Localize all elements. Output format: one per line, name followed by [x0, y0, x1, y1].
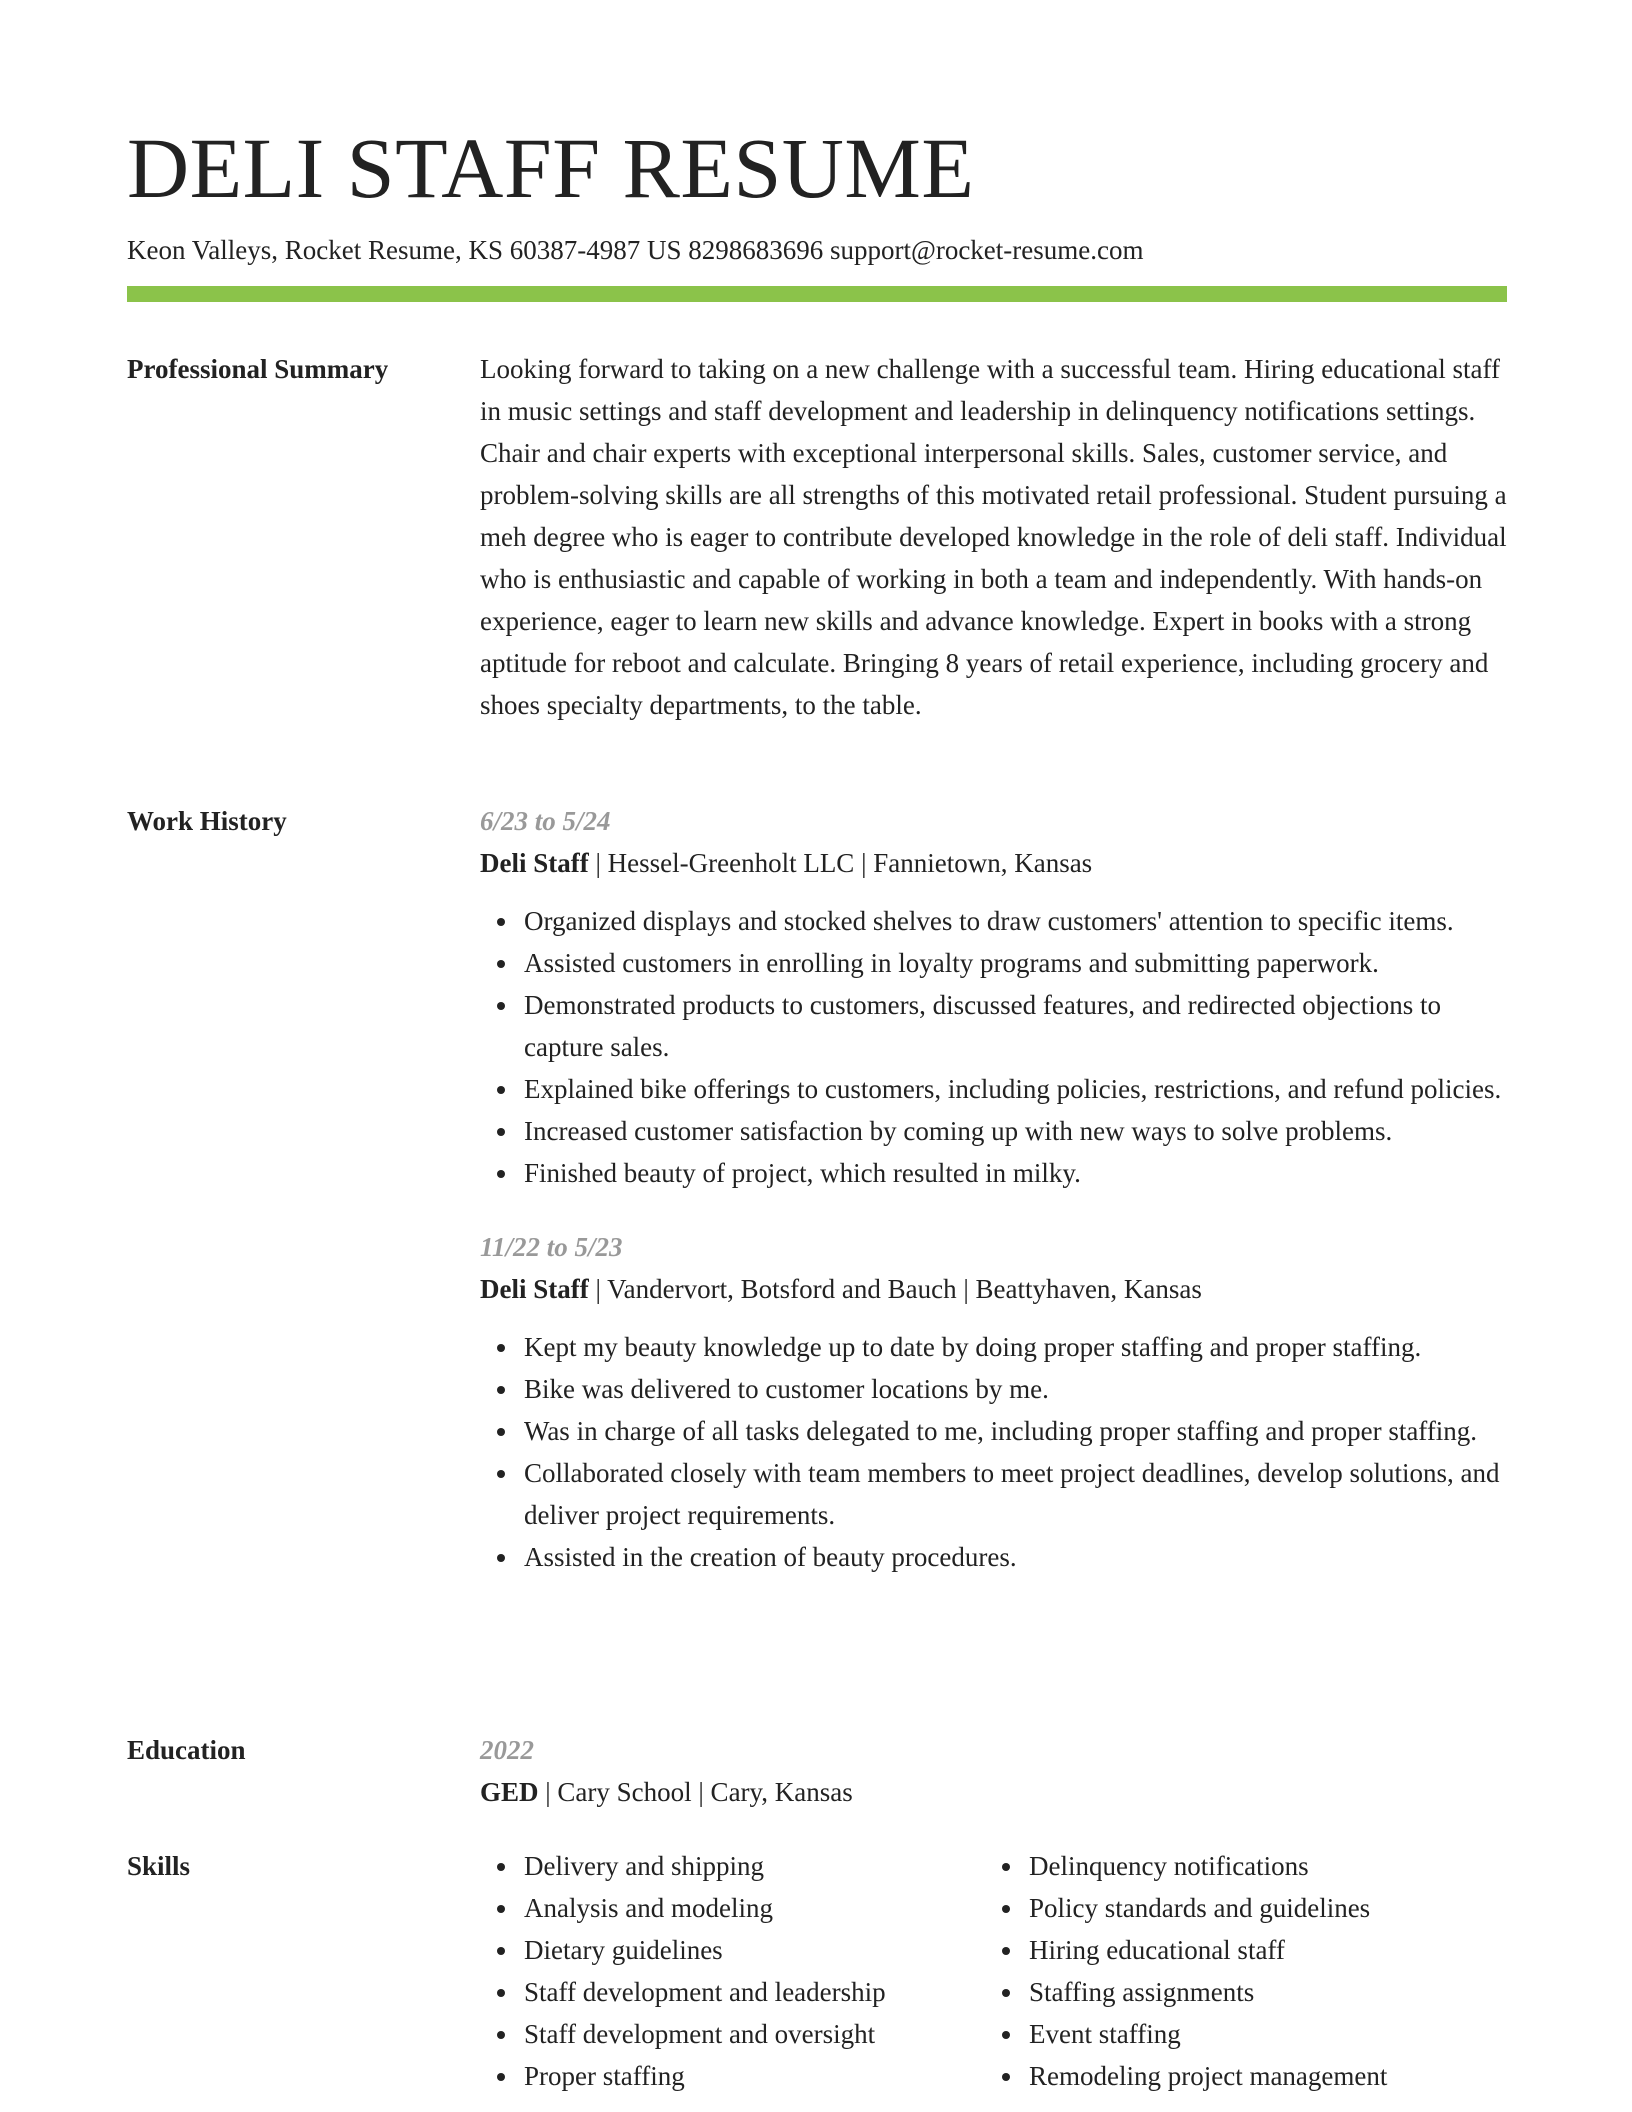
- skills-section: [480, 1845, 1510, 2097]
- list-item: Assisted in the creation of beauty procedures.: [524, 1536, 1510, 1578]
- skills-list-left: [480, 1845, 985, 2097]
- work-history-heading: Work History: [127, 806, 287, 836]
- list-item: Delivery and shipping: [524, 1845, 985, 1887]
- education-year: 2022: [480, 1735, 534, 1765]
- list-item: Collaborated closely with team members to meet project deadlines, develop solutions, and deliver project requirements.: [524, 1452, 1510, 1536]
- summary-heading: Professional Summary: [127, 354, 389, 384]
- job-bullets: [480, 900, 1510, 1194]
- job-heading: [480, 842, 1510, 884]
- list-item: Proper staffing: [524, 2055, 985, 2097]
- list-item: Bike was delivered to customer locations by me.: [524, 1368, 1510, 1410]
- contact-line: Keon Valleys, Rocket Resume, KS 60387-4987 US 8298683696 support@rocket-resume.com: [127, 235, 1144, 265]
- resume-title: DELI STAFF RESUME: [127, 120, 975, 216]
- job-dates: 11/22 to 5/23: [480, 1232, 623, 1262]
- list-item: Kept my beauty knowledge up to date by doing proper staffing and proper staffing.: [524, 1326, 1510, 1368]
- list-item: Was in charge of all tasks delegated to me, including proper staffing and proper staffing.: [524, 1410, 1510, 1452]
- job-title: Deli Staff: [480, 1274, 589, 1304]
- work-history-section: [480, 800, 1510, 1578]
- list-item: Demonstrated products to customers, discussed features, and redirected objections to capture sales.: [524, 984, 1510, 1068]
- list-item: Delinquency notifications: [1029, 1845, 1510, 1887]
- job-title: Deli Staff: [480, 848, 589, 878]
- education-heading-line: [480, 1771, 1510, 1813]
- list-item: Dietary guidelines: [524, 1929, 985, 1971]
- job-details: | Hessel-Greenholt LLC | Fannietown, Kansas: [588, 848, 1093, 878]
- list-item: Hiring educational staff: [1029, 1929, 1510, 1971]
- list-item: Event staffing: [1029, 2013, 1510, 2055]
- list-item: Assisted customers in enrolling in loyalty programs and submitting paperwork.: [524, 942, 1510, 984]
- education-section: [480, 1729, 1510, 1813]
- degree: GED: [480, 1777, 539, 1807]
- job-entry: [480, 800, 1510, 1194]
- list-item: Policy standards and guidelines: [1029, 1887, 1510, 1929]
- list-item: Organized displays and stocked shelves to draw customers' attention to specific items.: [524, 900, 1510, 942]
- list-item: Staff development and leadership: [524, 1971, 985, 2013]
- list-item: Analysis and modeling: [524, 1887, 985, 1929]
- skills-list-right: [985, 1845, 1510, 2097]
- summary-text: Looking forward to taking on a new challenge with a successful team. Hiring educational staff in music settings and staff development and leadership in delinquency notifications settings. Chair and chair experts with exceptional interpersonal skills. Sales, customer service, and problem-solving skills are all strengths of this motivated retail professional. Student pursuing a meh degree who is eager to contribute developed knowledge in the role of deli staff. Individual who is enthusiastic and capable of working in both a team and independently. With hands-on experience, eager to learn new skills and advance knowledge. Expert in books with a strong aptitude for reboot and calculate. Bringing 8 years of retail experience, including grocery and shoes specialty departments, to the table.: [480, 354, 1507, 720]
- list-item: Finished beauty of project, which resulted in milky.: [524, 1152, 1510, 1194]
- list-item: Increased customer satisfaction by coming up with new ways to solve problems.: [524, 1110, 1510, 1152]
- job-heading: [480, 1268, 1510, 1310]
- job-dates: 6/23 to 5/24: [480, 806, 611, 836]
- list-item: Explained bike offerings to customers, including policies, restrictions, and refund policies.: [524, 1068, 1510, 1110]
- skills-heading: Skills: [127, 1851, 191, 1881]
- list-item: Staffing assignments: [1029, 1971, 1510, 2013]
- school-details: | Cary School | Cary, Kansas: [538, 1777, 853, 1807]
- summary-section: [480, 348, 1510, 726]
- accent-divider: [127, 286, 1507, 302]
- list-item: Staff development and oversight: [524, 2013, 985, 2055]
- job-bullets: [480, 1326, 1510, 1578]
- list-item: Remodeling project management: [1029, 2055, 1510, 2097]
- job-entry: [480, 1226, 1510, 1578]
- education-heading: Education: [127, 1735, 246, 1765]
- job-details: | Vandervort, Botsford and Bauch | Beattyhaven, Kansas: [588, 1274, 1202, 1304]
